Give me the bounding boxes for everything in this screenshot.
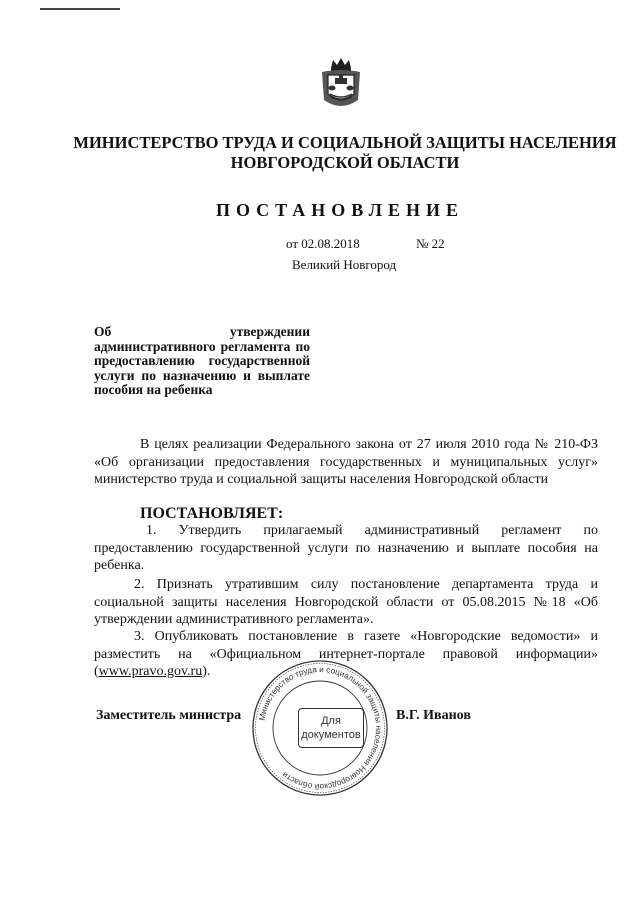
- document-type-title: ПОСТАНОВЛЕНИЕ: [215, 200, 465, 220]
- seal-center-line1: Для: [321, 715, 341, 727]
- preamble-paragraph: В целях реализации Федерального закона от 27 июля 2010 года № 210-ФЗ «Об организации предоставления государственных и муниципальных услуг» министерство труда и социальной защиты населения Новгородской области: [94, 437, 598, 488]
- scan-artifact: [40, 8, 120, 10]
- novgorod-coat-of-arms-icon: [318, 56, 364, 112]
- ministry-name-line1: МИНИСТЕРСТВО ТРУДА И СОЦИАЛЬНОЙ ЗАЩИТЫ НАСЕЛЕНИЯ: [73, 133, 617, 152]
- signatory-name: В.Г. Иванов: [396, 708, 471, 723]
- seal-ring-textpath: Министерство труда и социальной защиты населения Новгородской области: [257, 664, 384, 792]
- document-number: № 22: [416, 236, 445, 251]
- ministry-name-line2: НОВГОРОДСКОЙ ОБЛАСТИ: [230, 153, 460, 172]
- signatory-role: Заместитель министра: [96, 708, 242, 723]
- decree-item-3-end: ).: [202, 664, 211, 680]
- document-subject: Об утверждении административного регламента по предоставлению государственной услуги по назначению и выплате пособия на ребенка: [94, 324, 310, 397]
- decree-item-1: 1. Утвердить прилагаемый административный регламент по предоставлению государственной услуги по назначению и выплате пособия на ребенка.: [94, 523, 598, 574]
- decree-item-3-text: 3. Опубликовать постановление в газете «Новгородские ведомости» и разместить на «Официальном интернет-портале правовой информации» (: [94, 629, 598, 680]
- ministry-name: [60, 133, 630, 173]
- document-date: от 02.08.2018: [286, 236, 360, 251]
- seal-center-line2: документов: [301, 729, 361, 741]
- decrees-heading: ПОСТАНОВЛЯЕТ:: [140, 505, 284, 522]
- pravo-portal-link[interactable]: www.pravo.gov.ru: [98, 664, 203, 680]
- seal-center-label: [298, 708, 364, 748]
- document-city: Великий Новгород: [292, 257, 397, 272]
- decree-item-2: 2. Признать утратившим силу постановление департамента труда и социальной защиты населения Новгородской области от 05.08.2015 №18 «Об утверждении административного регламента».: [94, 577, 598, 628]
